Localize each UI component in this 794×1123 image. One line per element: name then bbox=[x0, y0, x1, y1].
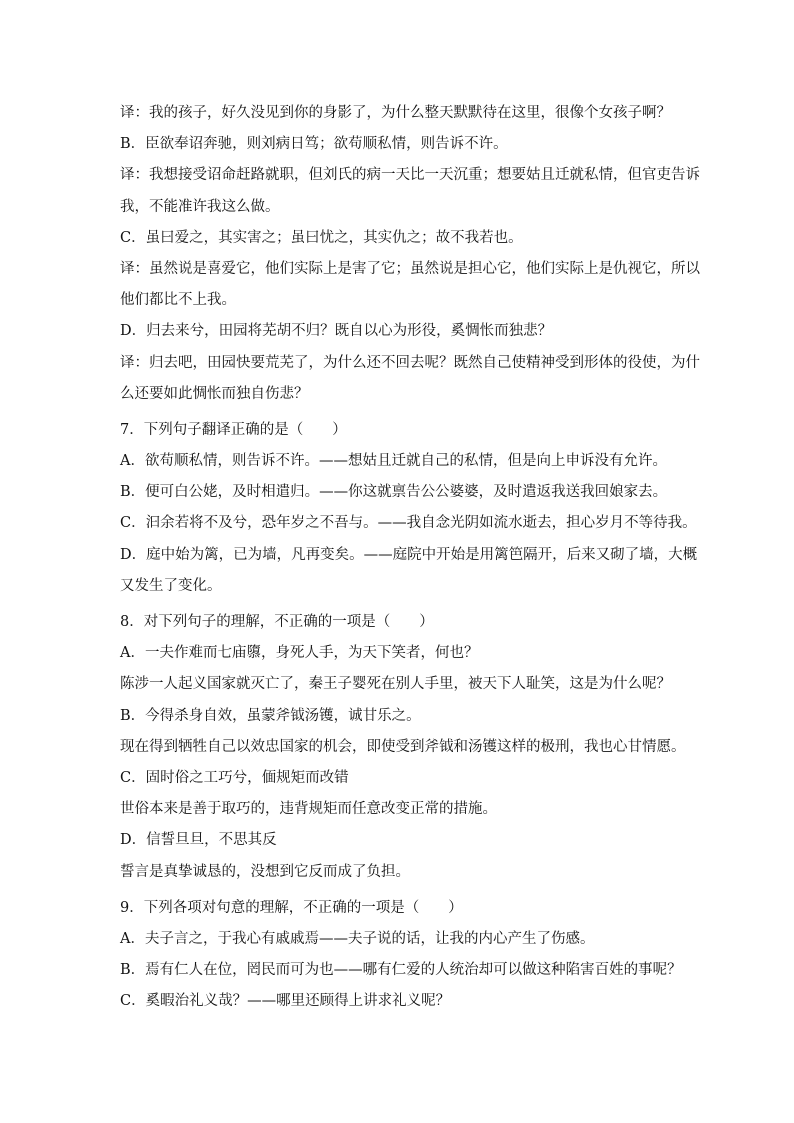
question-8: 8．对下列句子的理解，不正确的一项是（ ） bbox=[120, 614, 434, 630]
question-7-option-d-cont: 又发生了变化。 bbox=[120, 577, 222, 594]
question-9: 9．下列各项对句意的理解，不正确的一项是（ ） bbox=[120, 899, 463, 916]
question-9-option-a: A．夫子言之，于我心有戚戚焉——夫子说的话，让我的内心产生了伤感。 bbox=[120, 930, 595, 947]
translation-line-cont: 么还要如此惆怅而独自伤悲？ bbox=[120, 385, 309, 402]
question-8-option-c-explanation: 世俗本来是善于取巧的，违背规矩而任意改变正常的措施。 bbox=[120, 801, 497, 818]
translation-line: 译：我想接受诏命赶路就职，但刘氏的病一天比一天沉重；想要姑且迁就私情，但官吏告诉 bbox=[120, 167, 700, 184]
option-b: B．臣欲奉诏奔驰，则刘病日笃；欲苟顺私情，则告诉不许。 bbox=[120, 136, 508, 153]
translation-line: 译：归去吧，田园快要荒芜了，为什么还不回去呢？既然自己使精神受到形体的役使，为什 bbox=[120, 354, 700, 371]
question-8-option-b: B．今得杀身自效，虽蒙斧钺汤镬，诚甘乐之。 bbox=[120, 707, 421, 724]
question-8-option-a-explanation: 陈涉一人起义国家就灭亡了，秦王子婴死在别人手里，被天下人耻笑，这是为什么呢？ bbox=[120, 676, 671, 693]
question-8-option-d: D．信誓旦旦，不思其反 bbox=[120, 832, 277, 849]
translation-line-cont: 我，不能准许我这么做。 bbox=[120, 198, 280, 215]
question-7-option-d: D．庭中始为篱，已为墙，凡再变矣。——庭院中开始是用篱笆隔开，后来又砌了墙，大概 bbox=[120, 546, 698, 563]
question-7-option-b: B．便可白公姥，及时相遣归。——你这就禀告公公婆婆，及时遣返我送我回娘家去。 bbox=[120, 484, 668, 501]
question-9-option-b: B．焉有仁人在位，罔民而可为也——哪有仁爱的人统治却可以做这种陷害百姓的事呢？ bbox=[120, 962, 682, 979]
question-7-option-a: A．欲苟顺私情，则告诉不许。——想姑且迁就自己的私情，但是向上申诉没有允许。 bbox=[120, 453, 667, 470]
option-d: D．归去来兮，田园将芜胡不归？既自以心为形役，奚惆怅而独悲？ bbox=[120, 323, 553, 340]
translation-line: 译：我的孩子，好久没见到你的身影了，为什么整天默默待在这里，很像个女孩子啊？ bbox=[120, 105, 671, 121]
question-7-option-c: C．汩余若将不及兮，恐年岁之不吾与。——我自念光阴如流水逝去，担心岁月不等待我。 bbox=[120, 515, 697, 532]
page-content bbox=[120, 98, 700, 1017]
translation-line: 译：虽然说是喜爱它，他们实际上是害了它；虽然说是担心它，他们实际上是仇视它，所以 bbox=[120, 260, 700, 277]
question-7: 7．下列句子翻译正确的是（ ） bbox=[120, 421, 347, 438]
question-8-option-d-explanation: 誓言是真挚诚恳的，没想到它反而成了负担。 bbox=[120, 863, 410, 880]
option-c: C．虽曰爱之，其实害之；虽曰忧之，其实仇之；故不我若也。 bbox=[120, 229, 523, 246]
question-8-option-c: C．固时俗之工巧兮，偭规矩而改错 bbox=[120, 769, 349, 786]
question-8-option-b-explanation: 现在得到牺牲自己以效忠国家的机会，即使受到斧钺和汤镬这样的极刑，我也心甘情愿。 bbox=[120, 738, 686, 755]
question-9-option-c: C．奚暇治礼义哉？——哪里还顾得上讲求礼义呢？ bbox=[120, 993, 451, 1010]
translation-line-cont: 他们都比不上我。 bbox=[120, 292, 236, 309]
question-8-option-a: A．一夫作难而七庙隳，身死人手，为天下笑者，何也？ bbox=[120, 645, 479, 662]
